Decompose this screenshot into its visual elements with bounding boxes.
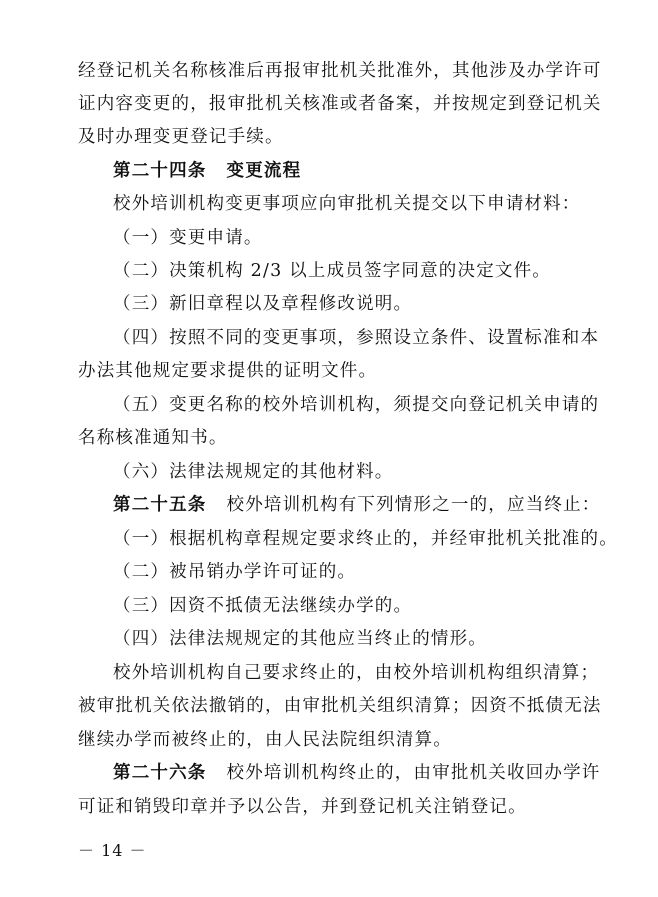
paragraph-line: 及时办理变更登记手续。 — [78, 127, 284, 147]
article-24-heading: 变更流程 — [226, 161, 302, 181]
article-26-line — [113, 762, 601, 784]
list-item-continued: 名称核准通知书。 — [78, 428, 228, 448]
paragraph-line: 校外培训机构自己要求终止的，由校外培训机构组织清算； — [113, 663, 600, 683]
paragraph-line: 经登记机关名称核准后再报审批机关批准外，其他涉及办学许可 — [78, 61, 602, 81]
article-26-text: 校外培训机构终止的，由审批机关收回办学许 — [226, 763, 601, 783]
article-24-line — [113, 160, 301, 182]
list-item: （三）新旧章程以及章程修改说明。 — [113, 294, 413, 314]
list-item: （六）法律法规规定的其他材料。 — [113, 462, 394, 482]
list-item: （四）按照不同的变更事项，参照设立条件、设置标准和本 — [113, 328, 600, 348]
paragraph-line: 被审批机关依法撤销的，由审批机关组织清算；因资不抵债无法 — [78, 696, 602, 716]
list-item: （五）变更名称的校外培训机构，须提交向登记机关申请的 — [113, 395, 600, 415]
page-number: － 14 － — [78, 841, 147, 860]
list-item: （一）根据机构章程规定要求终止的，并经审批机关批准的。 — [113, 529, 618, 549]
paragraph-line: 证内容变更的，报审批机关核准或者备案，并按规定到登记机关 — [78, 94, 602, 114]
article-26-title: 第二十六条 — [113, 763, 207, 783]
list-item: （四）法律法规规定的其他应当终止的情形。 — [113, 629, 487, 649]
article-24-title: 第二十四条 — [113, 161, 207, 181]
paragraph-line: 校外培训机构变更事项应向审批机关提交以下申请材料： — [113, 194, 581, 214]
list-item: （三）因资不抵债无法继续办学的。 — [113, 596, 413, 616]
article-25-title: 第二十五条 — [113, 495, 207, 515]
list-item: （二）被吊销办学许可证的。 — [113, 562, 357, 582]
list-item-continued: 办法其他规定要求提供的证明文件。 — [78, 361, 378, 381]
list-item: （一）变更申请。 — [113, 228, 263, 248]
paragraph-line: 可证和销毁印章并予以公告，并到登记机关注销登记。 — [78, 797, 527, 817]
list-item: （二）决策机构 2/3 以上成员签字同意的决定文件。 — [113, 261, 551, 281]
article-25-text: 校外培训机构有下列情形之一的，应当终止： — [226, 495, 601, 515]
article-25-line — [113, 494, 601, 516]
paragraph-line: 继续办学而被终止的，由人民法院组织清算。 — [78, 730, 452, 750]
